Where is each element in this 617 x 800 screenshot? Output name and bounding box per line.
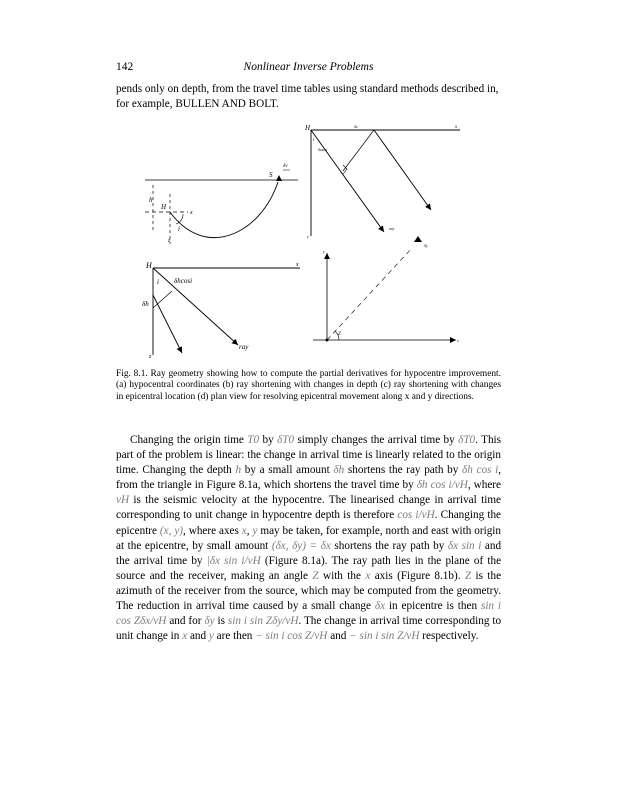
panel-c-label-x: x xyxy=(296,262,299,268)
panel-b xyxy=(311,130,460,236)
panel-d-label-Z: Z xyxy=(338,332,341,337)
math-cosi-vH: cos i/vH xyxy=(397,509,435,522)
math-y: y xyxy=(252,524,258,537)
math-Z: Z xyxy=(312,569,319,582)
math-dT0: δT0 xyxy=(458,434,476,446)
panel-a-label-S: S xyxy=(269,171,273,179)
math-xy: (x, y) xyxy=(159,524,184,537)
math-sinicosZdx: sin i cos Zδx/vH xyxy=(116,600,502,628)
math-dy: δy xyxy=(204,615,215,628)
math-sinisinZdy: sin i sin Zδy/vH xyxy=(227,615,299,628)
panel-d-label-x: x xyxy=(457,338,459,343)
math-Z: Z xyxy=(464,569,472,582)
page-number: 142 xyxy=(116,61,134,73)
panel-c-label-z: z xyxy=(149,354,152,360)
panel-a-label-z: z xyxy=(168,238,171,244)
math-x: x xyxy=(365,569,371,582)
panel-c-label-dh: δh xyxy=(142,300,149,308)
panel-a-label-H: H xyxy=(161,203,167,211)
math-x: x xyxy=(241,524,247,537)
math-dxdy: (δx, δy) = xyxy=(271,539,318,552)
panel-c-label-H: H xyxy=(146,261,152,270)
math-T0: T0 xyxy=(247,434,260,446)
paragraph: Changing the origin time T0 by δT0 simply changes the arrival time by δT0. This part of the problem is linear: the change in arrival time is linearly related to the origin time. Changing the depth h by a small amount δh shortens the ray path by δh cos i, from the triangle in Figure 8.1a, which shortens the travel time by δh cos i/vH, where vH is the seismic velocity at the hypocentre. The linearised change in arrival time corresponding to unit change in hypocentre depth is therefore cos i/vH. Changing the epicentre (x, y), where axes x, y may be taken, for example, north and east with origin at the epicentre, by small amount (δx, δy) = δx shortens the ray path by δx sin i and the arrival time by |δx sin i/vH (Figure 8.1a). The ray path lies in the plane of the source and the receiver, making an angle Z with the x axis (Figure 8.1b). Z is the azimuth of the receiver from the source, which may be computed from the geometry. The reduction in arrival time caused by a small change δx in epicentre is then sin i cos Zδx/vH and for δy is sin i sin Zδy/vH. The change in arrival time corresponding to unit change in x and y are then − sin i cos Z/vH and − sin i sin Z/vH respectively. xyxy=(116,434,502,643)
math-minus-sinisinZ: − sin i sin Z/vH xyxy=(349,630,420,643)
math-dT0: δT0 xyxy=(277,434,295,446)
math-minus-sinicosZ: − sin i cos Z/vH xyxy=(255,630,328,643)
math-dx: δx xyxy=(320,539,331,552)
panel-b-label-z: z xyxy=(307,234,309,239)
panel-a-label-x: x xyxy=(190,210,193,216)
math-dhcosi-vH: δh cos i/vH xyxy=(416,479,468,492)
math-y: y xyxy=(208,630,214,643)
panel-b-label-dx: δx xyxy=(354,124,358,129)
math-dxsini: δx sin i xyxy=(447,539,482,552)
math-dx: δx xyxy=(374,600,386,613)
body-text xyxy=(116,433,501,644)
math-h: h xyxy=(235,464,242,477)
intro-paragraph: pends only on depth, from the travel time tables using standard methods described in, for example, BULLEN AND BOLT. xyxy=(116,83,499,110)
panel-c-label-dhcosi: δhcosi xyxy=(174,277,193,285)
math-dh: δh xyxy=(333,464,345,477)
panel-b-label-H: H xyxy=(305,124,311,132)
panel-a-label-dv: δv xyxy=(283,164,288,169)
panel-c-label-ray: ray xyxy=(239,343,249,351)
panel-b-label-dxsini: δxsini xyxy=(318,147,328,152)
panel-a xyxy=(145,170,298,244)
panel-a-label-h: h xyxy=(149,196,153,204)
panel-d-label-dy: δy xyxy=(424,243,428,248)
panel-c-label-i: i xyxy=(157,278,159,286)
panel-b-label-i: i xyxy=(313,138,315,143)
figure-caption: Fig. 8.1. Ray geometry showing how to compute the partial derivatives for hypocentre improvement. (a) hypocentral coordinates (b) ray shortening with changes in depth (c) ray shortening with changes in epicentral location (d) plan view for resolving epicentral movement along x and y directions. xyxy=(116,369,501,402)
panel-d xyxy=(313,236,456,342)
running-title: Nonlinear Inverse Problems xyxy=(243,61,374,73)
math-dhcosi: δh cos i xyxy=(462,464,499,477)
panel-b-label-x: x xyxy=(455,125,458,130)
math-vH: vH xyxy=(116,494,130,507)
math-x: x xyxy=(182,630,188,643)
panel-a-label-i: i xyxy=(178,225,180,233)
panel-b-label-ray: ray xyxy=(389,226,395,231)
panel-d-label-y: y xyxy=(323,249,325,254)
math-dxsini-vH: |δx sin i/vH xyxy=(206,554,261,567)
